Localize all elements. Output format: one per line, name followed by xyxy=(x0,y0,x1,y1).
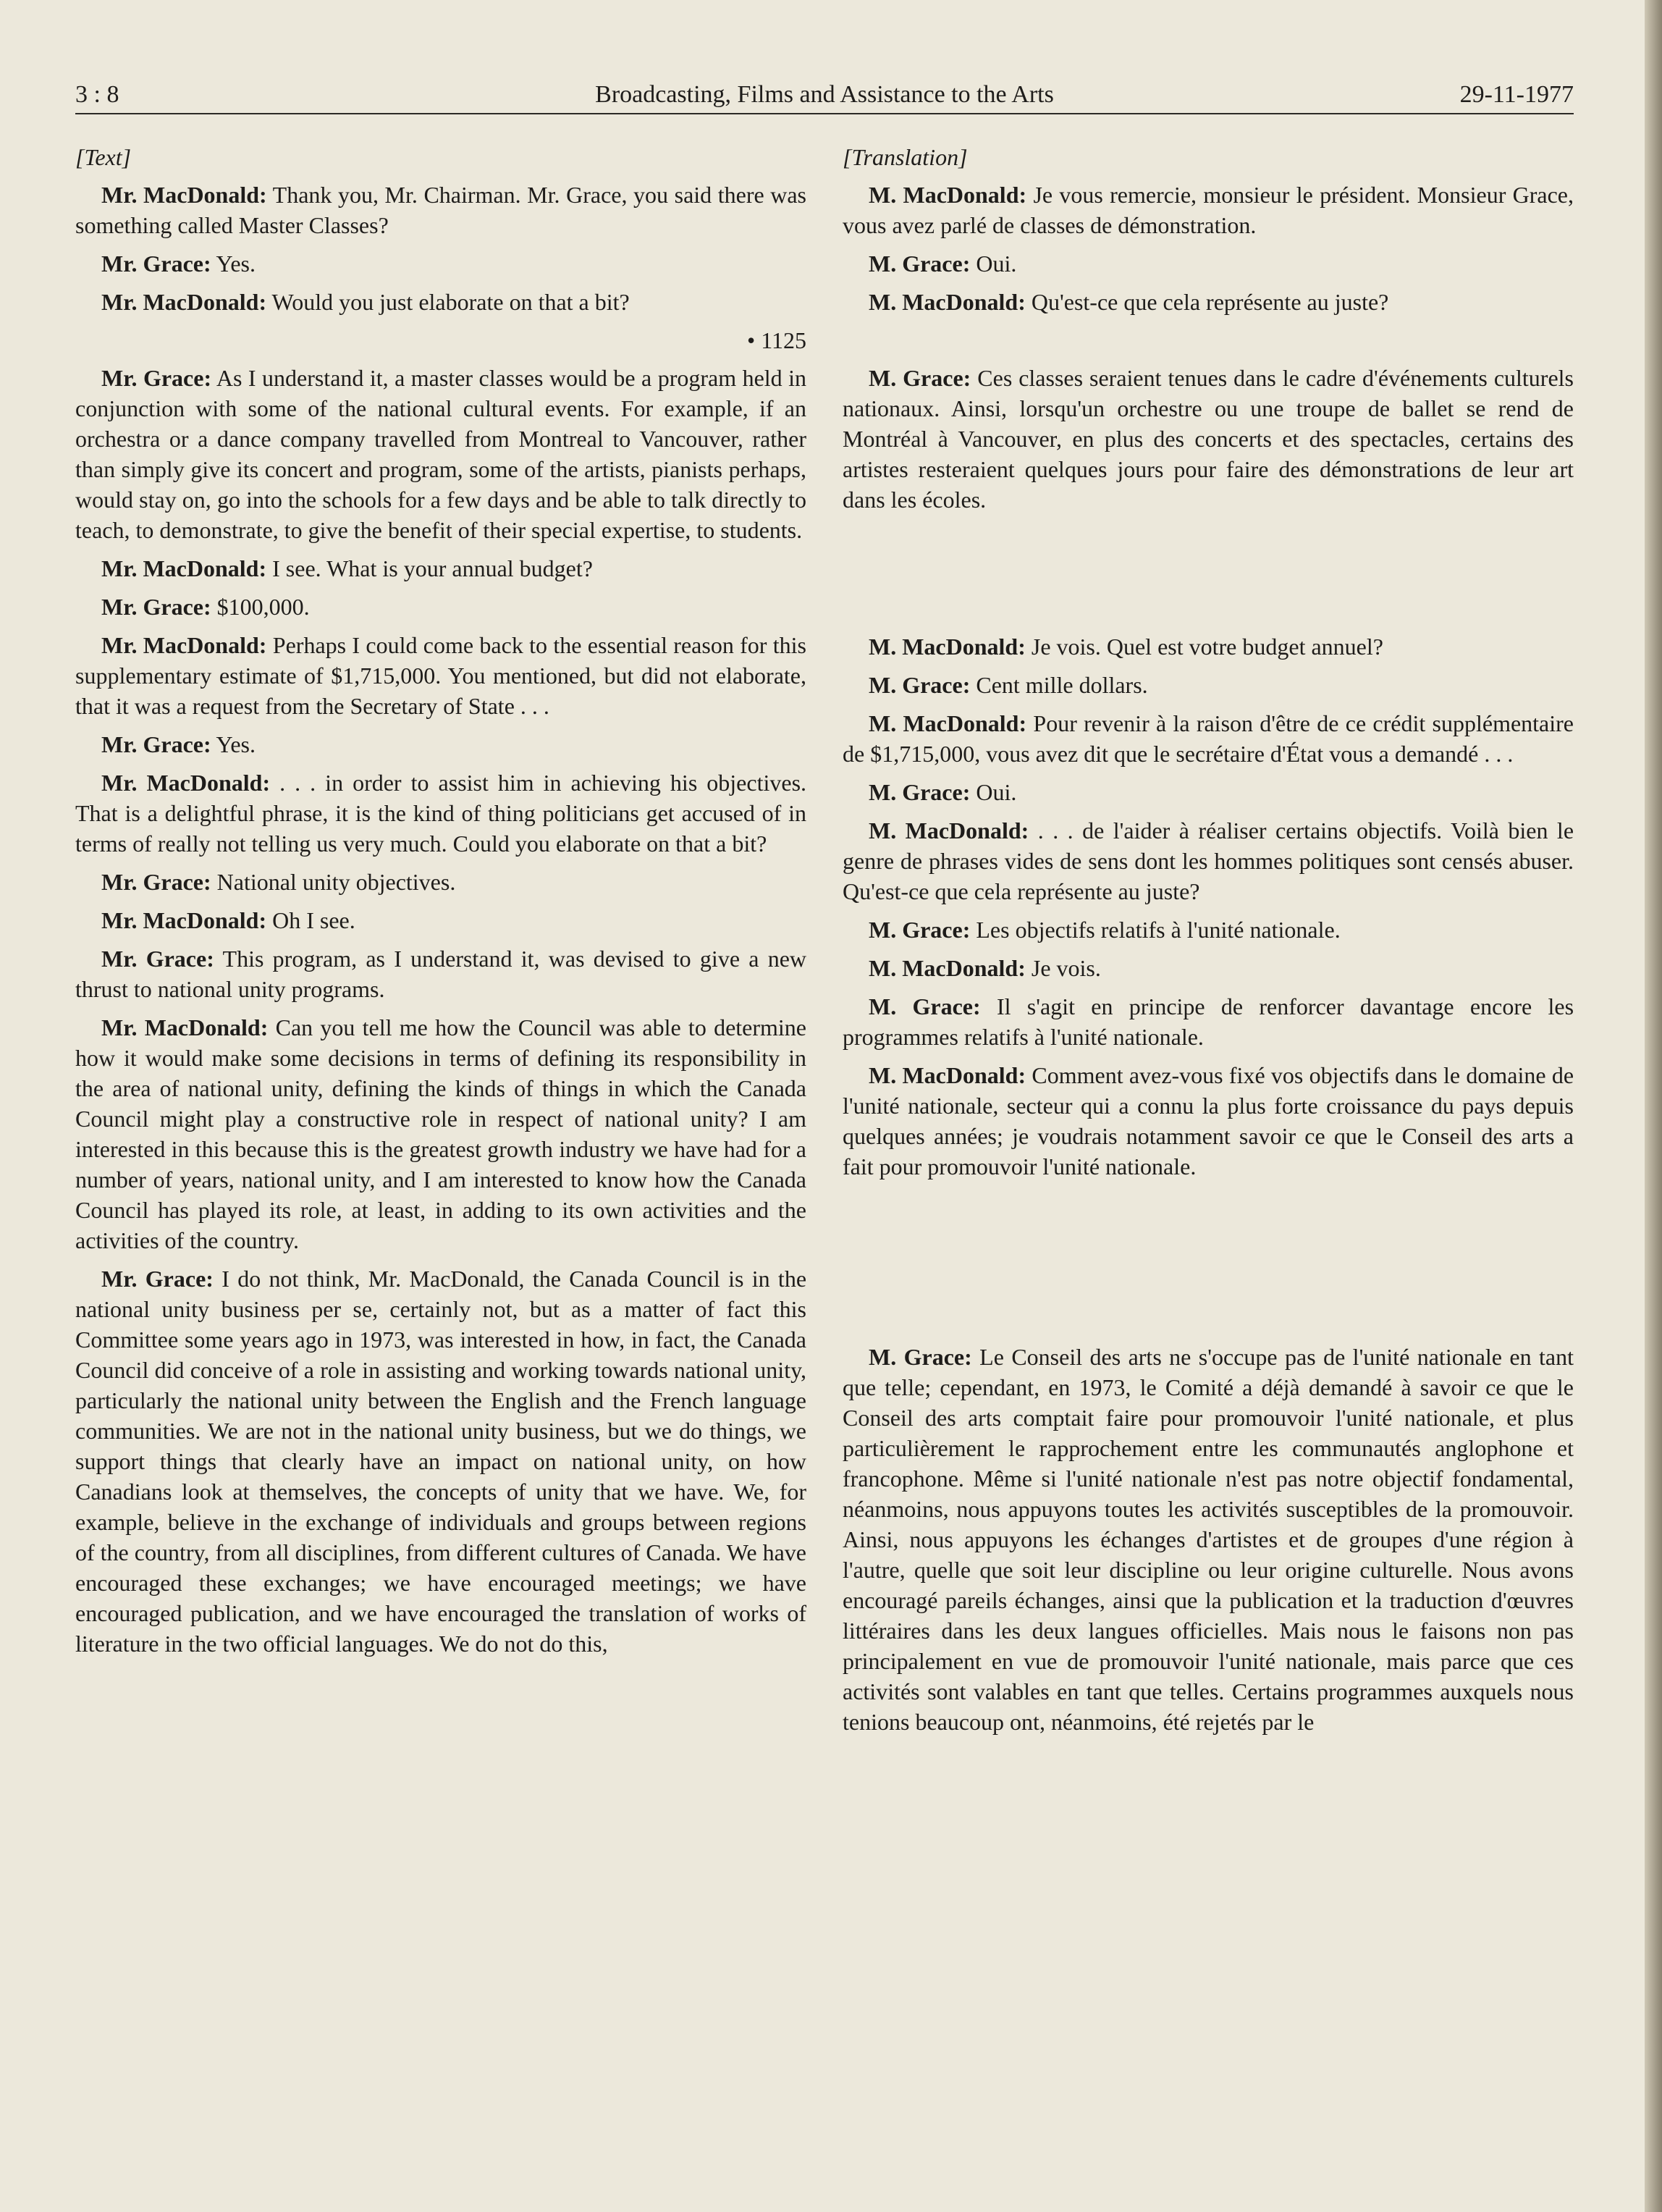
speaker: Mr. Grace: xyxy=(101,731,211,757)
paragraph xyxy=(843,914,1574,945)
header-title: Broadcasting, Films and Assistance to the Arts xyxy=(595,81,1054,108)
speech: Je vous remercie, monsieur le président. Monsieur Grace, vous avez parlé de classes de démonstration. xyxy=(843,182,1574,238)
paragraph xyxy=(843,1342,1574,1737)
speaker: M. Grace: xyxy=(869,251,971,277)
speech: Cent mille dollars. xyxy=(976,672,1148,698)
page-number: 3 : 8 xyxy=(75,81,119,108)
paragraph xyxy=(75,1012,806,1256)
spacer xyxy=(843,1190,1574,1342)
speaker: Mr. MacDonald: xyxy=(101,770,271,796)
speaker: M. Grace: xyxy=(869,779,971,805)
speech: Il s'agit en principe de renforcer davantage encore les programmes relatifs à l'unité nationale. xyxy=(843,993,1574,1050)
speech: I do not think, Mr. MacDonald, the Canada Council is in the national unity business per se, certainly not, but as a matter of fact this Committee some years ago in 1973, was interested in how, in fact, the Canada Council did conceive of a role in assisting and working towards national unity, particularly the national unity between the English and the French language communities. We are not in the national unity business, but we do things, we support things that clearly have an impact on national unity, on how Canadians look at themselves, the concepts of unity that we have. We, for example, believe in the exchange of individuals and groups between regions of the country, from all disciplines, from different cultures of Canada. We have encouraged these exchanges; we have encouraged meetings; we have encouraged publication, and we have encouraged the translation of works of literature in the two official languages. We do not do this, xyxy=(75,1266,807,1657)
paragraph xyxy=(75,248,806,279)
speaker: Mr. Grace: xyxy=(101,365,212,391)
speaker: M. MacDonald: xyxy=(869,955,1026,981)
speech: Can you tell me how the Council was able to determine how it would make some decisions in terms of defining its responsibility in the area of national unity, defining the kinds of things in which the Canada Council might play a constructive role in respect of national unity? I am interested in this because this is the greatest growth industry we have had for a number of years, national unity, and I am interested to know how the Canada Council has played its role, at least, in adding to its own activities and the activities of the country. xyxy=(75,1014,807,1253)
speaker: Mr. MacDonald: xyxy=(101,907,267,933)
speaker: Mr. MacDonald: xyxy=(101,182,267,208)
spacer xyxy=(843,325,1574,363)
paragraph xyxy=(75,553,806,584)
speaker: Mr. MacDonald: xyxy=(101,632,267,658)
speaker: Mr. Grace: xyxy=(101,251,211,277)
speaker: M. Grace: xyxy=(869,917,971,943)
speaker: Mr. Grace: xyxy=(101,869,211,895)
paragraph xyxy=(843,777,1574,807)
paragraph xyxy=(75,1263,806,1659)
speech: Les objectifs relatifs à l'unité nationale. xyxy=(976,917,1341,943)
speaker: M. MacDonald: xyxy=(869,1062,1026,1088)
speech: Comment avez-vous fixé vos objectifs dans le domaine de l'unité nationale, secteur qui a connu la plus forte croissance du pays depuis quelques années; je voudrais notamment savoir ce que le Conseil des arts a fait pour promouvoir l'unité nationale. xyxy=(843,1062,1574,1179)
french-column xyxy=(843,142,1574,1745)
paragraph xyxy=(75,180,806,240)
paragraph xyxy=(843,670,1574,700)
speaker: Mr. Grace: xyxy=(101,946,214,972)
paragraph xyxy=(843,953,1574,983)
paragraph xyxy=(75,867,806,897)
time-marker: • 1125 xyxy=(746,327,806,353)
paragraph xyxy=(75,943,806,1004)
paragraph xyxy=(75,768,806,859)
paragraph xyxy=(75,630,806,721)
paragraph xyxy=(75,592,806,622)
speech: Je vois. xyxy=(1031,955,1101,981)
speaker: M. MacDonald: xyxy=(869,710,1027,736)
paragraph xyxy=(75,363,806,545)
translation-tag: [Translation] xyxy=(843,144,968,170)
speech: Yes. xyxy=(216,731,256,757)
speaker: Mr. Grace: xyxy=(101,1266,214,1292)
speaker: Mr. MacDonald: xyxy=(101,1014,269,1040)
header-rule xyxy=(75,113,1574,114)
paragraph xyxy=(843,991,1574,1052)
english-column xyxy=(75,142,806,1667)
speech: Oh I see. xyxy=(272,907,355,933)
header-date: 29-11-1977 xyxy=(1459,81,1574,108)
speech: Oui. xyxy=(976,251,1017,277)
speech: As I understand it, a master classes would be a program held in conjunction with some of the national cultural events. For example, if an orchestra or a dance company travelled from Montreal to Vancouver, rather than simply give its concert and program, some of the artists, pianists perhaps, would stay on, go into the schools for a few days and be able to talk directly to teach, to demonstrate, to give the benefit of their special expertise, to students. xyxy=(75,365,807,543)
paragraph xyxy=(843,180,1574,240)
speaker: Mr. MacDonald: xyxy=(101,555,267,581)
paragraph xyxy=(843,248,1574,279)
speech: National unity objectives. xyxy=(216,869,456,895)
speaker: M. Grace: xyxy=(869,1344,972,1370)
speech: $100,000. xyxy=(216,594,310,620)
speech: Je vois. Quel est votre budget annuel? xyxy=(1031,634,1383,660)
speaker: Mr. MacDonald: xyxy=(101,289,267,315)
speaker: M. Grace: xyxy=(869,993,981,1019)
speech: Yes. xyxy=(216,251,256,277)
speaker: M. Grace: xyxy=(869,365,971,391)
speech: . . . in order to assist him in achieving his objectives. That is a delightful phrase, it is the kind of thing politicians get accused of in terms of really not telling us very much. Could you elaborate on that a bit? xyxy=(75,770,807,857)
speech: Le Conseil des arts ne s'occupe pas de l'unité nationale en tant que telle; cependant, en 1973, le Comité a déjà demandé à savoir ce que le Conseil des arts comptait faire pour promouvoir l'unité nationale, et plus particulièrement le rapprochement entre les communautés anglophone et francophone. Même si l'unité nationale n'est pas notre objectif fondamental, néanmoins, nous appuyons toutes les activités susceptibles de la promouvoir. Ainsi, nous appuyons les échanges d'artistes et de groupes d'une région à l'autre, quelle que soit leur discipline ou leur origine culturelle. Nous avons encouragé pareils échanges, ainsi que la publication et la traduction d'œuvres littéraires dans les deux langues officielles. Mais nous le faisons non pas principalement en vue de promouvoir l'unité nationale, mais parce que ces activités sont valables en tant que telles. Certains programmes auxquels nous tenions beaucoup ont, néanmoins, été rejetés par le xyxy=(843,1344,1574,1735)
page-binding-edge xyxy=(1645,0,1662,2212)
speaker: M. MacDonald: xyxy=(869,817,1029,844)
paragraph xyxy=(843,287,1574,317)
paragraph xyxy=(843,708,1574,769)
speech: Ces classes seraient tenues dans le cadre d'événements culturels nationaux. Ainsi, lorsqu'un orchestre ou une troupe de ballet se rend de Montréal à Vancouver, en plus des concerts et des spectacles, certains des artistes resteraient quelques jours pour faire des démonstrations de leur art dans les écoles. xyxy=(843,365,1574,513)
speaker: M. Grace: xyxy=(869,672,971,698)
page-header xyxy=(75,77,1574,113)
paragraph xyxy=(843,815,1574,907)
paragraph xyxy=(843,363,1574,515)
spacer xyxy=(843,523,1574,631)
speaker: M. MacDonald: xyxy=(869,289,1026,315)
speech: Pour revenir à la raison d'être de ce crédit supplémentaire de $1,715,000, vous avez dit que le secrétaire d'État vous a demandé . . . xyxy=(843,710,1574,767)
speech: Qu'est-ce que cela représente au juste? xyxy=(1031,289,1389,315)
paragraph xyxy=(75,729,806,760)
speech: This program, as I understand it, was devised to give a new thrust to national unity programs. xyxy=(75,946,807,1002)
paragraph xyxy=(843,1060,1574,1182)
speech: Would you just elaborate on that a bit? xyxy=(271,289,630,315)
speaker: Mr. Grace: xyxy=(101,594,211,620)
speech: Thank you, Mr. Chairman. Mr. Grace, you said there was something called Master Classes? xyxy=(75,182,806,238)
speaker: M. MacDonald: xyxy=(869,634,1026,660)
speech: Oui. xyxy=(976,779,1017,805)
speech: Perhaps I could come back to the essential reason for this supplementary estimate of $1,715,000. You mentioned, but did not elaborate, that it was a request from the Secretary of State . . . xyxy=(75,632,807,719)
paragraph xyxy=(75,905,806,935)
paragraph xyxy=(843,631,1574,662)
paragraph xyxy=(75,287,806,317)
speech: . . . de l'aider à réaliser certains objectifs. Voilà bien le genre de phrases vides de sens dont les hommes politiques sont censés abuser. Qu'est-ce que cela représente au juste? xyxy=(843,817,1574,904)
speaker: M. MacDonald: xyxy=(869,182,1027,208)
speech: I see. What is your annual budget? xyxy=(272,555,593,581)
text-tag: [Text] xyxy=(75,144,132,170)
